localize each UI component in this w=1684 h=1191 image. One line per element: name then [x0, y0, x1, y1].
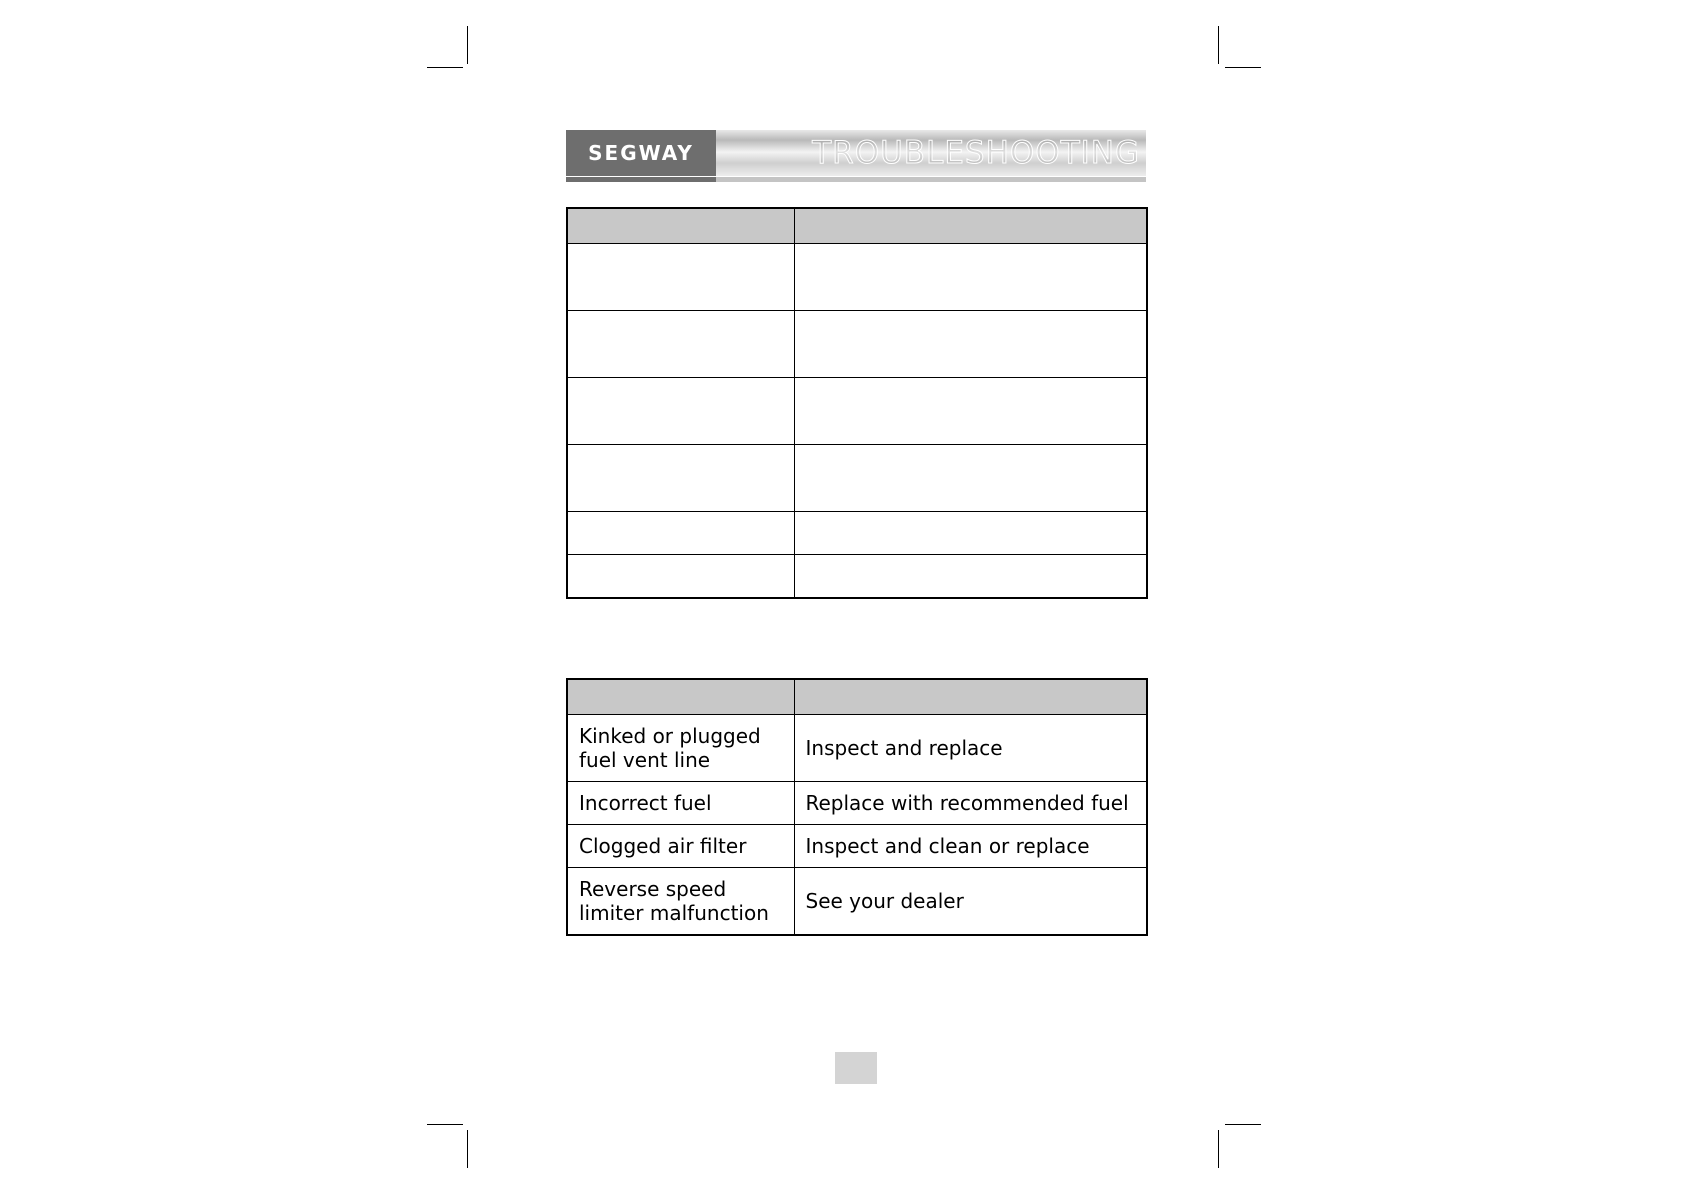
table-row — [567, 868, 1147, 936]
table-row — [567, 445, 1147, 512]
table-row — [567, 512, 1147, 555]
table-header-row — [567, 679, 1147, 715]
table-row — [567, 378, 1147, 445]
cause-cell: Kinked or plugged fuel vent line — [567, 715, 794, 782]
header-rule — [716, 177, 1146, 182]
header-cause — [567, 679, 794, 715]
header-rule — [566, 177, 716, 182]
remedy-cell: Replace with recommended fuel — [794, 782, 1147, 825]
table-row — [567, 782, 1147, 825]
remedy-cell — [794, 311, 1147, 378]
header-remedy — [794, 679, 1147, 715]
table-row — [567, 311, 1147, 378]
cause-cell — [567, 555, 794, 599]
table-row — [567, 244, 1147, 311]
remedy-cell: See your dealer — [794, 868, 1147, 936]
crop-mark — [467, 1130, 468, 1168]
troubleshooting-table-2 — [566, 678, 1148, 936]
logo-text: SEGWAY — [588, 141, 694, 165]
remedy-cell — [794, 244, 1147, 311]
crop-mark — [1218, 26, 1219, 64]
crop-mark — [427, 67, 463, 68]
crop-mark — [427, 1124, 463, 1125]
cause-cell — [567, 311, 794, 378]
page-header — [566, 130, 1146, 182]
cause-cell — [567, 244, 794, 311]
cause-cell — [567, 378, 794, 445]
cause-cell: Clogged air filter — [567, 825, 794, 868]
remedy-cell — [794, 445, 1147, 512]
header-cause — [567, 208, 794, 244]
cause-cell — [567, 445, 794, 512]
crop-mark — [467, 26, 468, 64]
table-header-row — [567, 208, 1147, 244]
page-number-box — [835, 1052, 877, 1084]
crop-mark — [1218, 1130, 1219, 1168]
crop-mark — [1225, 67, 1261, 68]
section-banner — [716, 130, 1146, 176]
remedy-cell: Inspect and replace — [794, 715, 1147, 782]
table-row — [567, 825, 1147, 868]
table-row — [567, 555, 1147, 599]
remedy-cell: Inspect and clean or replace — [794, 825, 1147, 868]
crop-mark — [1225, 1124, 1261, 1125]
remedy-cell — [794, 512, 1147, 555]
segway-logo — [566, 130, 716, 176]
cause-cell: Incorrect fuel — [567, 782, 794, 825]
cause-cell: Reverse speed limiter malfunction — [567, 868, 794, 936]
remedy-cell — [794, 378, 1147, 445]
remedy-cell — [794, 555, 1147, 599]
section-title: TROUBLESHOOTING — [812, 135, 1140, 171]
troubleshooting-table-1 — [566, 207, 1148, 599]
cause-cell — [567, 512, 794, 555]
header-remedy — [794, 208, 1147, 244]
table-row — [567, 715, 1147, 782]
